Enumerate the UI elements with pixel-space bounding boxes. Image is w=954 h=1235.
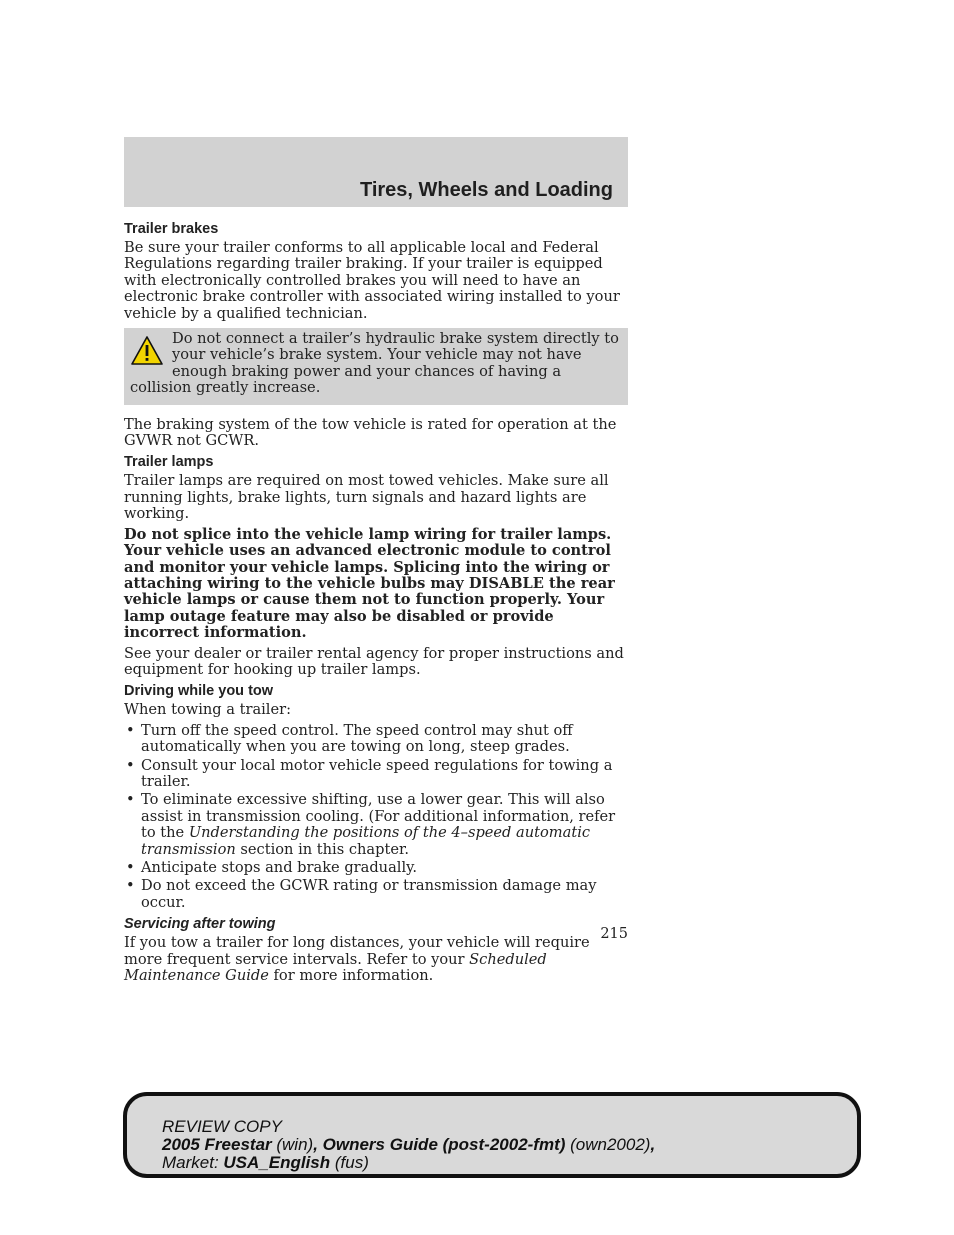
dealer-instructions-paragraph: See your dealer or trailer rental agency for proper instructions and equipment for hooking up trailer lamps.: [124, 644, 624, 678]
cross-reference: Understanding the positions of the 4–speed automatic transmission: [141, 824, 591, 858]
page-content: [124, 220, 628, 988]
lamp-wiring-caution: Do not splice into the vehicle lamp wiring for trailer lamps. Your vehicle uses an advanced electronic module to control and monitor your vehicle lamps. Splicing into the wiring or attaching wiring to the vehicle bulbs may DISABLE the rear vehicle lamps or cause them not to function properly. Your lamp outage feature may also be disabled or provide incorrect information.: [124, 525, 615, 642]
warning-text: Do not connect a trailer’s hydraulic brake system directly to your vehicle’s brake system. Your vehicle may not have enough braking power and your chances of having a collision greatly increase.: [130, 330, 619, 397]
heading-driving-while-tow: Driving while you tow: [124, 683, 274, 700]
heading-servicing-after-towing: Servicing after towing: [124, 916, 276, 933]
trailer-brakes-paragraph: Be sure your trailer conforms to all applicable local and Federal Regulations regarding trailer braking. If your trailer is equipped with electronically controlled brakes you will need to have an electronic brake controller with associated wiring installed to your vehicle by a qualified technician.: [124, 239, 620, 322]
list-item: • Consult your local motor vehicle speed regulations for towing a trailer.: [126, 756, 613, 790]
bullet-icon: •: [126, 791, 135, 809]
list-item: • To eliminate excessive shifting, use a lower gear. This will also assist in transmission cooling. (For additional information, refer to the Understanding the positions of the 4–speed automatic transmission section in this chapter.: [126, 791, 616, 858]
bullet-icon: •: [126, 756, 135, 774]
market-line: Market: USA_English (fus): [162, 1153, 369, 1172]
document-info-line: 2005 Freestar (win), Owners Guide (post-2002-fmt) (own2002),: [162, 1135, 656, 1154]
list-item: • Do not exceed the GCWR rating or transmission damage may occur.: [126, 877, 597, 911]
section-title: Tires, Wheels and Loading: [359, 179, 613, 201]
braking-rating-paragraph: The braking system of the tow vehicle is rated for operation at the GVWR not GCWR.: [124, 415, 617, 450]
section-header-band: [124, 137, 628, 207]
warning-box: [124, 328, 628, 405]
warning-triangle-icon: [130, 335, 164, 367]
review-copy-text: [162, 1118, 655, 1172]
bullet-icon: •: [126, 877, 135, 895]
bullet-icon: •: [126, 721, 135, 739]
servicing-paragraph: If you tow a trailer for long distances, your vehicle will require more frequent service intervals. Refer to your Scheduled Maintenance Guide for more information.: [124, 934, 590, 985]
heading-trailer-brakes: Trailer brakes: [124, 221, 219, 237]
review-copy-label: REVIEW COPY: [162, 1117, 282, 1136]
towing-intro: When towing a trailer:: [124, 701, 292, 719]
trailer-lamps-paragraph: Trailer lamps are required on most towed vehicles. Make sure all running lights, brake lights, turn signals and hazard lights are working.: [124, 472, 609, 523]
list-item: • Anticipate stops and brake gradually.: [126, 859, 418, 876]
heading-trailer-lamps: Trailer lamps: [124, 454, 214, 471]
maintenance-guide-reference: Scheduled Maintenance Guide: [124, 950, 547, 985]
bullet-icon: •: [126, 859, 135, 876]
list-item: • Turn off the speed control. The speed control may shut off automatically when you are towing on long, steep grades.: [126, 721, 573, 756]
towing-tips-list: [124, 723, 628, 911]
page-number: 215: [600, 926, 628, 942]
